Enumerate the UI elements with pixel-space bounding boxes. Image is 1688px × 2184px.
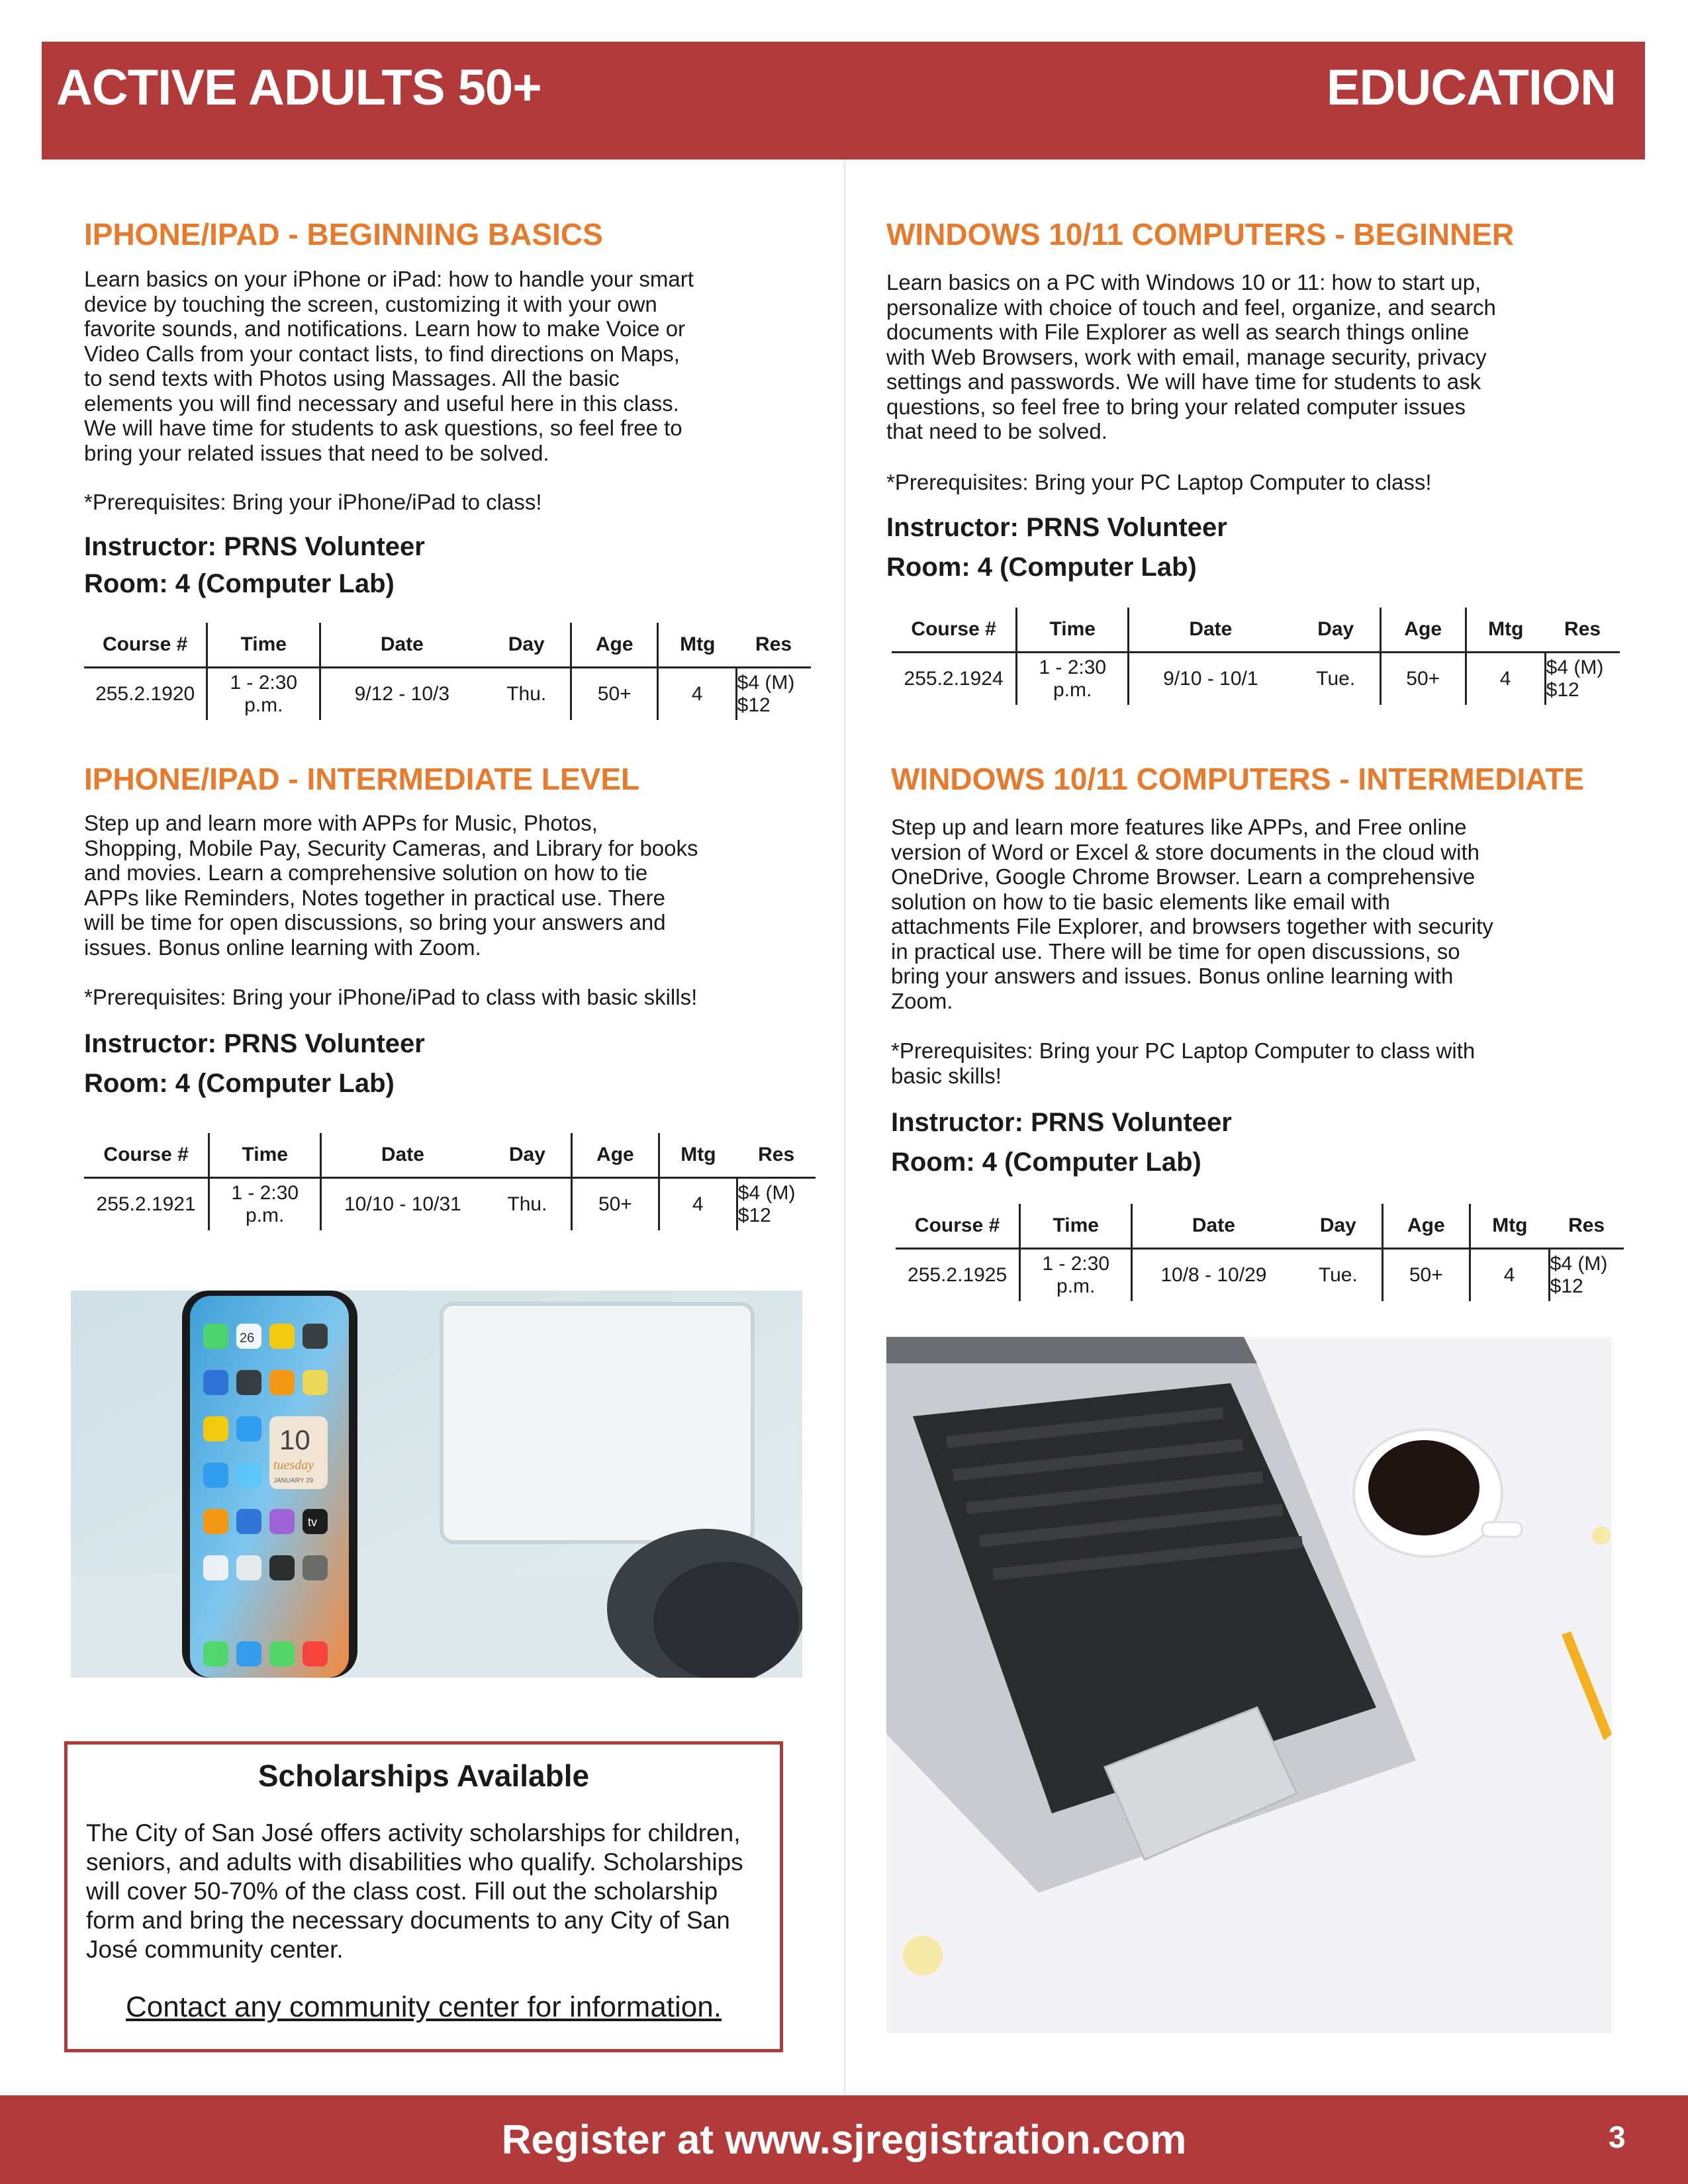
course-day: Tue. [1316, 668, 1356, 690]
col-res: Res [737, 1133, 816, 1178]
scholarship-heading: Scholarships Available [258, 1758, 590, 1793]
course-title: WINDOWS 10/11 COMPUTERS - INTERMEDIATE [891, 762, 1585, 796]
col-date: Date [1129, 608, 1292, 653]
col-res: Res [736, 623, 811, 668]
course-number: 255.2.1924 [904, 668, 1004, 690]
course-res: $4 (M) $12 [1549, 1249, 1624, 1302]
course-prerequisite: *Prerequisites: Bring your PC Laptop Computer to class with basic skills! [891, 1038, 1476, 1088]
table-header-row [892, 608, 1620, 653]
course-description: Step up and learn more features like APPs, and Free online version of Word or Excel & store documents in the cloud with OneDrive, Google Chrome Browser. Learn a comprehensive solution on how to tie basic elements like email with attachments File Explorer, and browsers together with security in practical use. There will be time for open discussions, so bring your answers and issues. Bonus online learning with Zoom. [891, 815, 1493, 1013]
col-res: Res [1549, 1204, 1624, 1249]
course-title: IPHONE/IPAD - BEGINNING BASICS [84, 217, 603, 251]
col-age: Age [571, 623, 658, 668]
table-header-row [84, 623, 811, 668]
course-number: 255.2.1920 [95, 683, 195, 705]
course-prerequisite: *Prerequisites: Bring your iPhone/iPad to class! [84, 490, 542, 514]
table-header-row [896, 1204, 1624, 1249]
course-title: IPHONE/IPAD - INTERMEDIATE LEVEL [84, 762, 640, 796]
schedule-table [84, 1133, 816, 1230]
col-date: Date [1132, 1204, 1295, 1249]
col-mtg: Mtg [659, 1133, 737, 1178]
scholarship-box [64, 1741, 783, 2052]
table-row [896, 1249, 1624, 1302]
course-age: 50+ [1380, 653, 1466, 705]
schedule-table [892, 608, 1620, 705]
col-res: Res [1545, 608, 1620, 653]
col-course: Course # [892, 608, 1017, 653]
col-course: Course # [84, 1133, 209, 1178]
course-instructor: Instructor: PRNS Volunteer [84, 532, 425, 561]
course-prerequisite: *Prerequisites: Bring your iPhone/iPad to class with basic skills! [84, 985, 698, 1009]
course-age: 50+ [571, 668, 658, 721]
laptop-photo [886, 1337, 1612, 2033]
course-mtg: 4 [1470, 1249, 1549, 1302]
course-number: 255.2.1921 [96, 1193, 196, 1215]
course-description: Learn basics on a PC with Windows 10 or 11: how to start up, personalize with choice of touch and feel, organize, and search documents with File Explorer as well as search things online with Web Browsers, work with email, manage security, privacy settings and passwords. We will have time for students to ask questions, so feel free to bring your related computer issues that need to be solved. [886, 270, 1496, 443]
schedule-table [896, 1204, 1624, 1301]
course-room: Room: 4 (Computer Lab) [886, 553, 1197, 582]
register-link[interactable]: Register at www.sjregistration.com [501, 2117, 1187, 2163]
tv-app-text: tv [308, 1516, 318, 1529]
widget-number-text: 10 [279, 1424, 310, 1455]
col-time: Time [1020, 1204, 1132, 1249]
col-mtg: Mtg [1466, 608, 1545, 653]
course-res: $4 (M) $12 [736, 668, 811, 721]
course-age: 50+ [1383, 1249, 1470, 1302]
course-time: 1 - 2:30 p.m. [1017, 653, 1129, 705]
col-day: Day [483, 623, 571, 668]
course-time: 1 - 2:30 p.m. [209, 1178, 321, 1231]
course-day: Thu. [507, 1193, 547, 1215]
col-time: Time [209, 1133, 321, 1178]
course-date: 10/8 - 10/29 [1132, 1249, 1295, 1302]
page-number: 3 [1609, 2120, 1626, 2154]
course-time: 1 - 2:30 p.m. [1020, 1249, 1132, 1302]
column-divider [844, 159, 845, 2095]
course-instructor: Instructor: PRNS Volunteer [886, 513, 1227, 542]
contact-link[interactable]: Contact any community center for information. [126, 1991, 722, 2023]
course-day: Tue. [1318, 1264, 1358, 1286]
course-date: 9/12 - 10/3 [320, 668, 483, 721]
course-date: 10/10 - 10/31 [321, 1178, 484, 1231]
iphone-illustration [71, 1291, 802, 1678]
course-title: WINDOWS 10/11 COMPUTERS - BEGINNER [886, 217, 1515, 251]
col-day: Day [1295, 1204, 1383, 1249]
col-course: Course # [84, 623, 207, 668]
col-time: Time [207, 623, 320, 668]
col-age: Age [1380, 608, 1466, 653]
header-left-title: ACTIVE ADULTS 50+ [56, 60, 541, 116]
course-date: 9/10 - 10/1 [1129, 653, 1292, 705]
widget-day-text: tuesday [273, 1458, 314, 1473]
col-course: Course # [896, 1204, 1020, 1249]
course-mtg: 4 [659, 1178, 737, 1231]
course-time: 1 - 2:30 p.m. [207, 668, 320, 721]
course-description: Step up and learn more with APPs for Music, Photos, Shopping, Mobile Pay, Security Cameras, and Library for books and movies. Learn a comprehensive solution on how to tie APPs like Reminders, Notes together in practical use. There will be time for open discussions, so bring your answers and issues. Bonus online learning with Zoom. [84, 811, 698, 960]
course-day: Thu. [506, 683, 547, 705]
col-day: Day [484, 1133, 572, 1178]
col-age: Age [572, 1133, 659, 1178]
course-mtg: 4 [1466, 653, 1545, 705]
col-time: Time [1017, 608, 1129, 653]
course-number: 255.2.1925 [908, 1264, 1008, 1286]
table-row [84, 668, 811, 721]
course-instructor: Instructor: PRNS Volunteer [891, 1108, 1232, 1137]
page-header [42, 42, 1645, 159]
col-date: Date [321, 1133, 484, 1178]
course-room: Room: 4 (Computer Lab) [891, 1148, 1201, 1177]
course-instructor: Instructor: PRNS Volunteer [84, 1029, 425, 1058]
table-row [84, 1178, 816, 1231]
header-right-title: EDUCATION [1326, 60, 1616, 116]
scholarship-body: The City of San José offers activity scholarships for children, seniors, and adults with disabilities who qualify. Scholarships will cover 50-70% of the class cost. Fill out the scholarship form and bring the necessary documents to any City of San José community center. [86, 1819, 743, 1963]
course-room: Room: 4 (Computer Lab) [84, 569, 395, 598]
table-header-row [84, 1133, 816, 1178]
course-mtg: 4 [658, 668, 736, 721]
table-row [892, 653, 1620, 705]
col-mtg: Mtg [1470, 1204, 1549, 1249]
widget-month-text: JANUARY 29 [273, 1477, 314, 1484]
course-room: Room: 4 (Computer Lab) [84, 1069, 395, 1098]
col-date: Date [320, 623, 483, 668]
course-prerequisite: *Prerequisites: Bring your PC Laptop Computer to class! [886, 470, 1432, 494]
page-footer [0, 2095, 1688, 2184]
col-age: Age [1383, 1204, 1470, 1249]
iphone-photo [71, 1291, 802, 1678]
course-res: $4 (M) $12 [1545, 653, 1620, 705]
calendar-date-text: 26 [240, 1331, 255, 1345]
course-age: 50+ [572, 1178, 659, 1231]
col-mtg: Mtg [658, 623, 736, 668]
schedule-table [84, 623, 811, 720]
course-res: $4 (M) $12 [737, 1178, 816, 1231]
laptop-illustration [886, 1337, 1612, 2033]
course-description: Learn basics on your iPhone or iPad: how to handle your smart device by touching the screen, customizing it with your own favorite sounds, and notifications. Learn how to make Voice or Video Calls from your contact lists, to find directions on Maps, to send texts with Photos using Massages. All the basic elements you will find necessary and useful here in this class. We will have time for students to ask questions, so feel free to bring your related issues that need to be solved. [84, 267, 694, 465]
col-day: Day [1291, 608, 1380, 653]
